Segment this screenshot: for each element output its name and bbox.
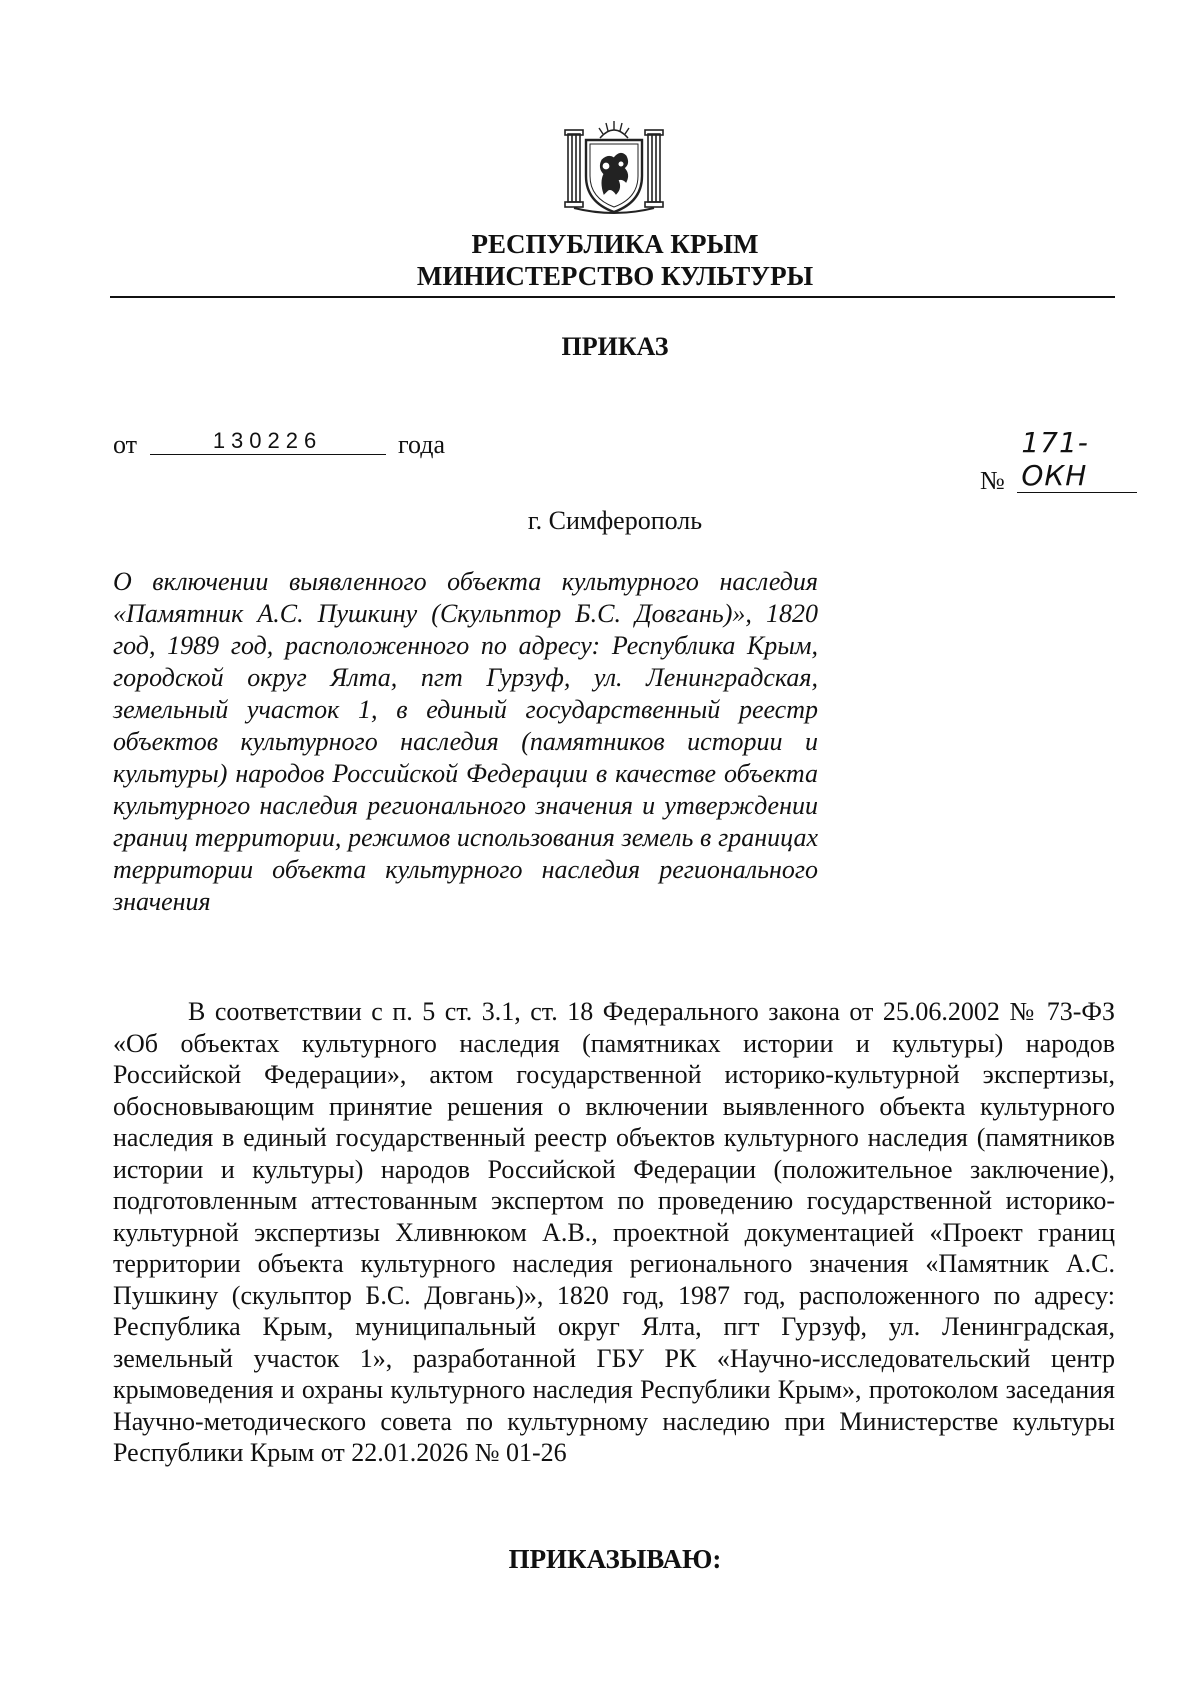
- crimea-coat-of-arms-icon: [560, 118, 668, 216]
- document-subject: О включении выявленного объекта культурного наследия «Памятник А.С. Пушкину (Скульптор Б.С. Довгань)», 1820 год, 1989 год, расположенного по адресу: Республика Крым, городской округ Ялта, пгт Гурзуф, ул. Ленинградская, земельный участок 1, в единый государственный реестр объектов культурного наследия (памятников истории и культуры) народов Российской Федерации в качестве объекта культурного наследия регионального значения и утверждении границ территории, режимов использования земель в границах территории объекта культурного наследия регионального значения: [113, 567, 818, 916]
- document-date-stamp: 130226: [150, 428, 386, 455]
- number-sign: №: [980, 466, 1005, 495]
- org-name-ministry: МИНИСТЕРСТВО КУЛЬТУРЫ: [416, 261, 814, 291]
- document-type-title: ПРИКАЗ: [561, 332, 669, 361]
- order-heading: ПРИКАЗЫВАЮ:: [508, 1544, 722, 1574]
- org-name-republic: РЕСПУБЛИКА КРЫМ: [471, 229, 759, 259]
- document-city: г. Симферополь: [527, 506, 703, 535]
- header-divider: [110, 296, 1115, 298]
- date-suffix: года: [398, 430, 446, 459]
- date-prefix: от: [113, 430, 138, 459]
- document-number-handwritten: 171-ОКН: [1017, 426, 1137, 493]
- document-body-paragraph: В соответствии с п. 5 ст. 3.1, ст. 18 Федерального закона от 25.06.2002 № 73-ФЗ «Об объектах культурного наследия (памятниках истории и культуры) народов Российской Федерации», актом государственной историко-культурной экспертизы, обосновывающим принятие решения о включении выявленного объекта культурного наследия в единый государственный реестр объектов культурного наследия (памятников истории и культуры) народов Российской Федерации (положительное заключение), подготовленным аттестованным экспертом по проведению государственной историко-культурной экспертизы Хливнюком А.В., проектной документацией «Проект границ территории объекта культурного наследия регионального значения «Памятник А.С. Пушкину (скульптор Б.С. Довгань)», 1820 год, 1987 год, расположенного по адресу: Республика Крым, муниципальный округ Ялта, пгт Гурзуф, ул. Ленинградская, земельный участок 1», разработанной ГБУ РК «Научно-исследовательский центр крымоведения и охраны культурного наследия Республики Крым», протоколом заседания Научно-методического совета по культурному наследию при Министерстве культуры Республики Крым от 22.01.2026 № 01-26: [113, 997, 1115, 1467]
- document-number-line: [980, 426, 1137, 497]
- document-date-line: [113, 430, 445, 460]
